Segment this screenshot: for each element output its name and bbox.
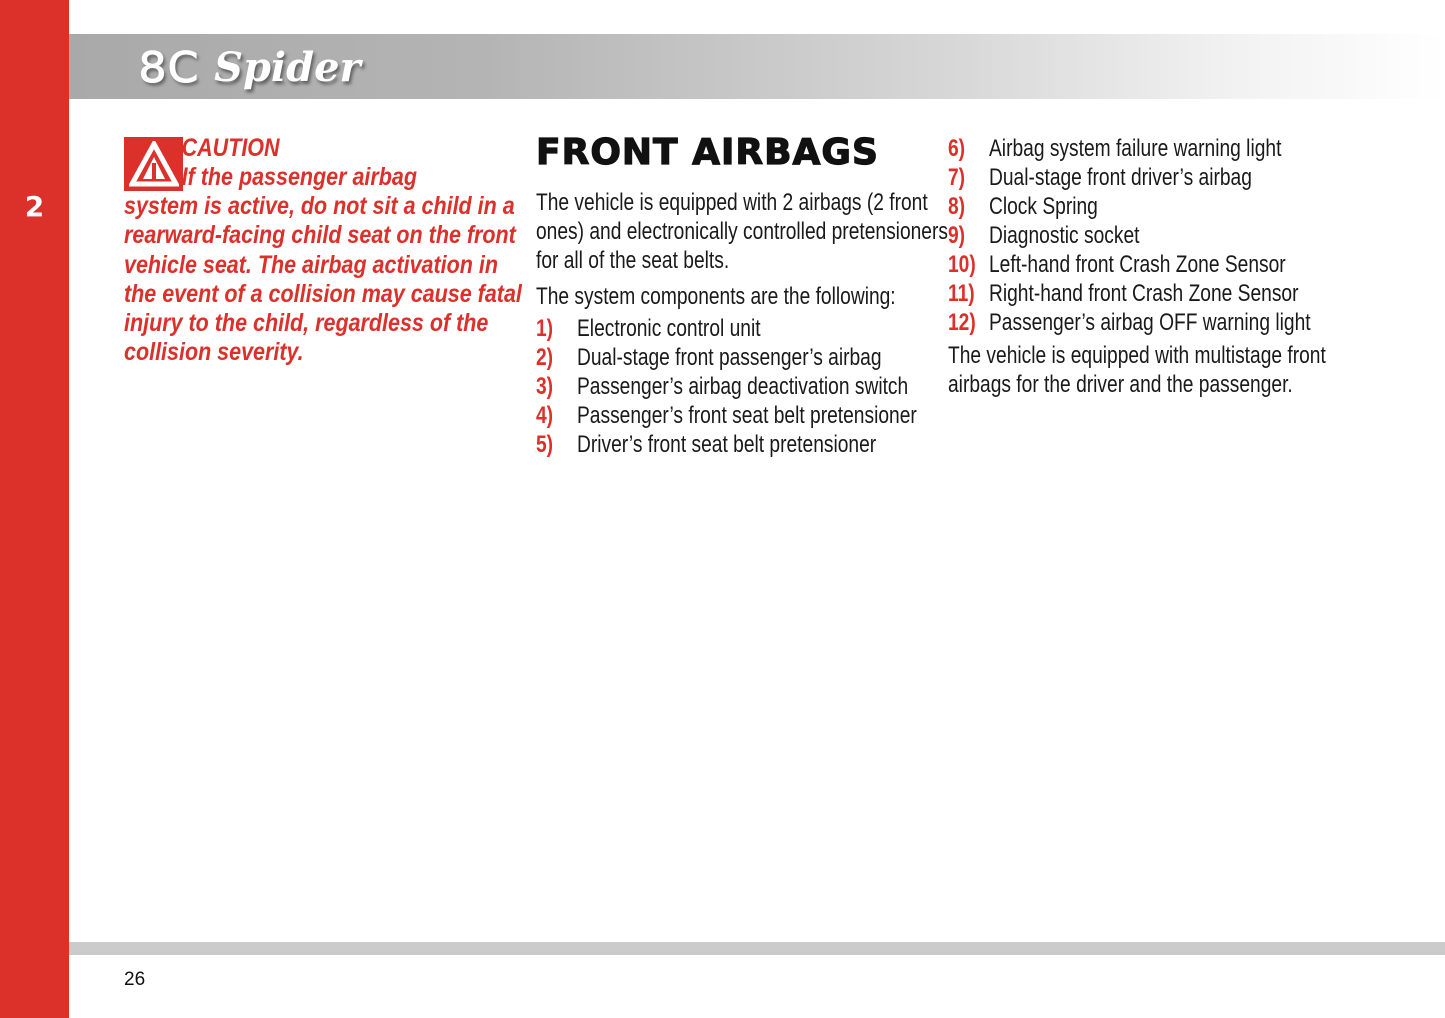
item-text: Right-hand front Crash Zone Sensor [989, 280, 1299, 307]
closing-line: The vehicle is equipped with multistage front [948, 342, 1326, 369]
list-item [948, 163, 1348, 192]
item-text: Passenger’s airbag OFF warning light [989, 309, 1311, 336]
list-item [948, 308, 1348, 337]
brand-logo [140, 38, 361, 96]
caution-block [124, 134, 522, 367]
item-number: 11) [948, 280, 975, 307]
list-item [948, 250, 1348, 279]
item-text: Passenger’s airbag deactivation switch [577, 373, 909, 400]
item-number: 12) [948, 309, 976, 336]
caution-line: collision severity. [124, 338, 304, 367]
item-number: 8) [948, 193, 966, 220]
intro-line: for all of the seat belts. [536, 247, 730, 274]
item-text: Electronic control unit [577, 315, 761, 342]
item-text: Left-hand front Crash Zone Sensor [989, 251, 1286, 278]
components-heading-text: The system components are the following: [536, 283, 896, 310]
logo-model: 8C [138, 42, 200, 92]
caution-title: CAUTION [181, 134, 280, 162]
item-number: 5) [536, 431, 554, 458]
item-text: Diagnostic socket [989, 222, 1140, 249]
caution-line: If the passenger airbag [181, 163, 418, 191]
item-number: 3) [536, 373, 554, 400]
closing-paragraph [948, 341, 1348, 399]
components-list [536, 314, 916, 459]
item-number: 9) [948, 222, 966, 249]
chapter-sidebar [0, 0, 69, 1018]
item-number: 6) [948, 135, 966, 162]
caution-line: the event of a collision may cause fatal [124, 279, 522, 308]
item-text: Driver’s front seat belt pretensioner [577, 431, 877, 458]
chapter-number: 2 [24, 190, 45, 223]
item-text: Airbag system failure warning light [989, 135, 1282, 162]
caution-line: injury to the child, regardless of the [124, 309, 489, 338]
item-number: 7) [948, 164, 966, 191]
item-number: 1) [536, 315, 554, 342]
page-number: 26 [124, 969, 146, 990]
closing-line: airbags for the driver and the passenger. [948, 371, 1293, 398]
list-item [536, 401, 916, 430]
list-item [536, 430, 916, 459]
caution-line: system is active, do not sit a child in a [124, 192, 515, 221]
item-text: Clock Spring [989, 193, 1098, 220]
intro-line: ones) and electronically controlled pretensioners [536, 218, 948, 245]
list-item [536, 343, 916, 372]
item-number: 10) [948, 251, 976, 278]
logo-name: Spider [214, 43, 361, 91]
caution-line: vehicle seat. The airbag activation in [124, 250, 499, 279]
caution-line: rearward-facing child seat on the front [124, 221, 516, 250]
list-item [948, 134, 1348, 163]
main-column-2 [948, 134, 1348, 399]
list-item [536, 314, 916, 343]
intro-paragraph [536, 188, 948, 275]
list-item [536, 372, 916, 401]
item-number: 4) [536, 402, 554, 429]
item-text: Dual-stage front driver’s airbag [989, 164, 1252, 191]
components-heading [536, 282, 916, 311]
list-item [948, 279, 1348, 308]
components-list-continued [948, 134, 1348, 337]
item-text: Dual-stage front passenger’s airbag [577, 344, 882, 371]
section-title: FRONT AIRBAGS [536, 132, 879, 173]
intro-line: The vehicle is equipped with 2 airbags (2 front [536, 189, 928, 216]
item-number: 2) [536, 344, 554, 371]
list-item [948, 221, 1348, 250]
footer-band [69, 942, 1445, 955]
item-text: Passenger’s front seat belt pretensioner [577, 402, 917, 429]
main-column-1 [536, 132, 948, 459]
list-item [948, 192, 1348, 221]
caution-text [124, 163, 522, 367]
